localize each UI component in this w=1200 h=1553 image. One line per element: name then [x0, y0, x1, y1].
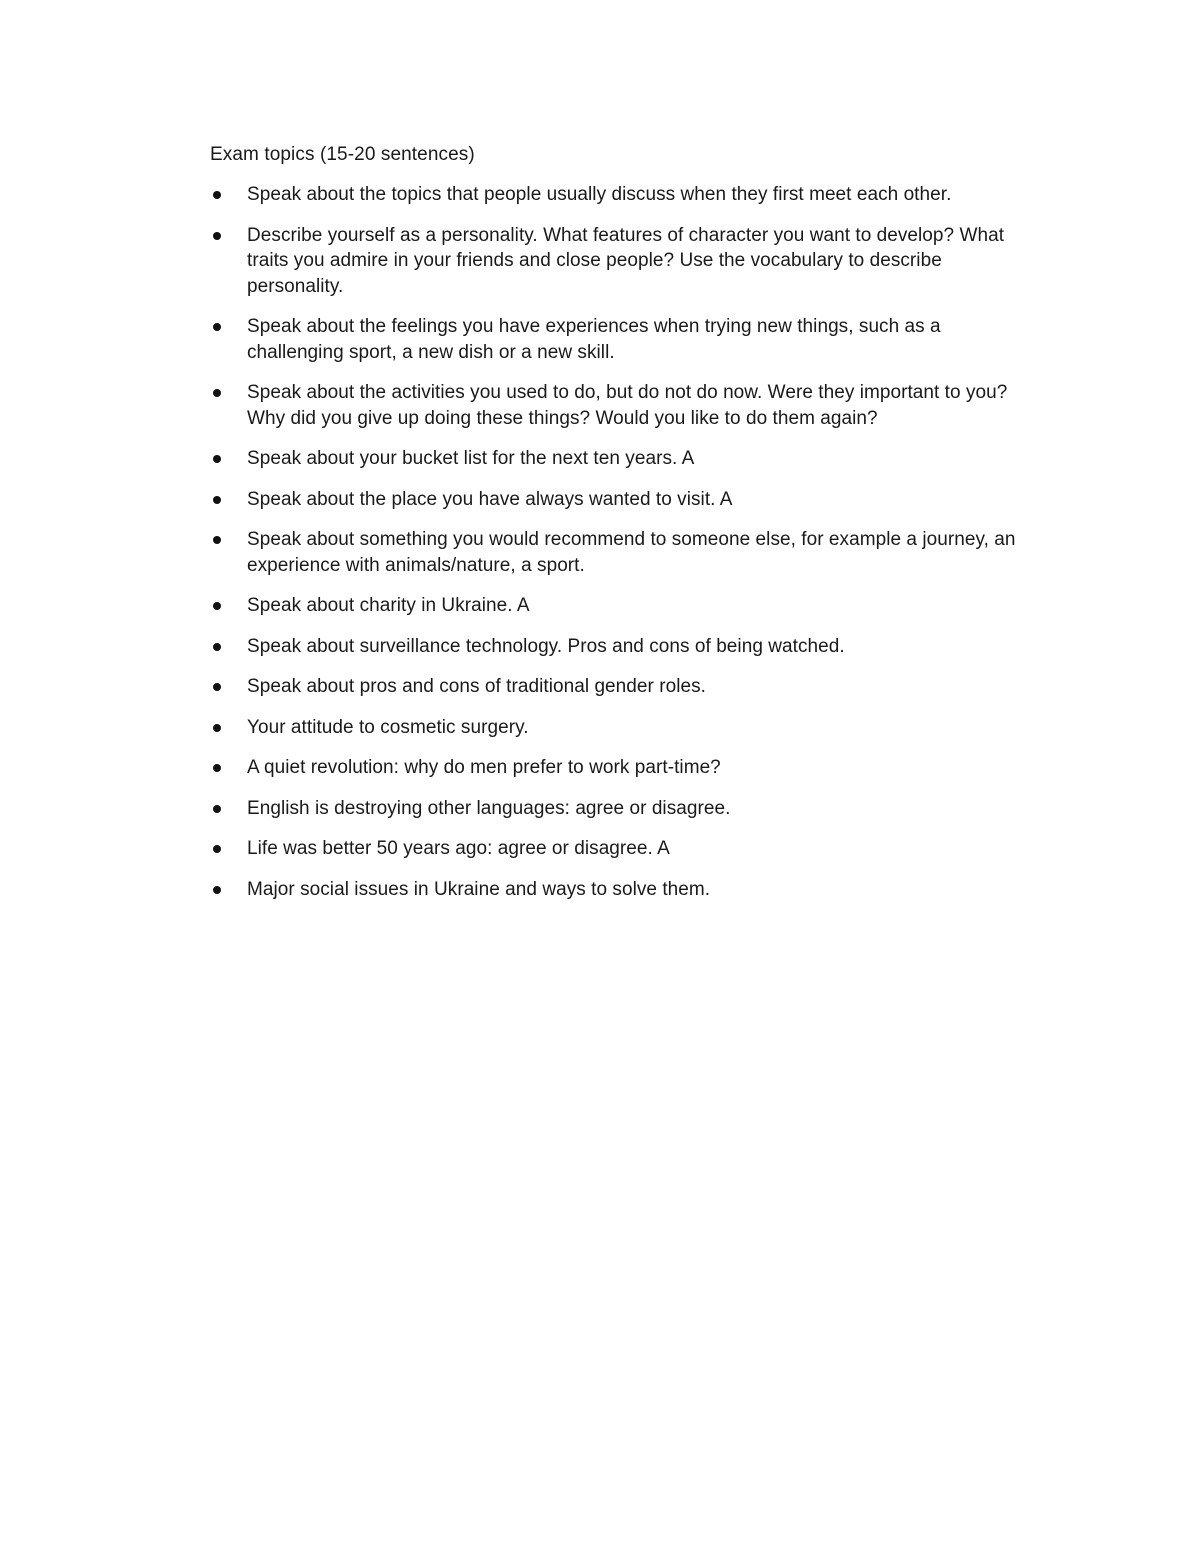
- topic-text: Speak about the topics that people usually discuss when they first meet each other.: [247, 184, 952, 205]
- document-title: Exam topics (15-20 sentences): [210, 144, 475, 165]
- bullet-icon: [213, 232, 221, 240]
- topic-text: Your attitude to cosmetic surgery.: [247, 716, 529, 738]
- list-item: [210, 487, 1040, 513]
- topic-text: Life was better 50 years ago: agree or disagree. A: [247, 838, 670, 859]
- bullet-icon: [213, 323, 221, 331]
- topic-text: Major social issues in Ukraine and ways to solve them.: [247, 878, 711, 900]
- bullet-icon: [213, 602, 221, 610]
- list-item: [210, 715, 1040, 741]
- topic-text: English is destroying other languages: agree or disagree.: [247, 797, 731, 819]
- list-item: [210, 796, 1040, 822]
- list-item: [210, 836, 1040, 862]
- list-item: [210, 674, 1040, 700]
- list-item: [210, 527, 1040, 578]
- list-item: [210, 877, 1040, 903]
- bullet-icon: [213, 389, 221, 397]
- list-item: [210, 314, 1040, 365]
- document-body: [210, 141, 1040, 917]
- topic-text: Speak about your bucket list for the next ten years. A: [247, 448, 695, 469]
- list-item: [210, 634, 1040, 660]
- bullet-icon: [213, 805, 221, 813]
- topic-text: A quiet revolution: why do men prefer to work part-time?: [247, 757, 721, 778]
- bullet-icon: [213, 845, 221, 853]
- bullet-icon: [213, 496, 221, 504]
- topic-text: Speak about the activities you used to do, but do not do now. Were they important to you? Why did you give up doing these things? Would you like to do them again?: [247, 382, 1008, 429]
- bullet-icon: [213, 886, 221, 894]
- list-item: [210, 182, 1040, 208]
- topic-text: Speak about surveillance technology. Pros and cons of being watched.: [247, 635, 845, 657]
- topic-text: Speak about pros and cons of traditional gender roles.: [247, 676, 706, 697]
- list-item: [210, 446, 1040, 472]
- topic-text: Describe yourself as a personality. What features of character you want to develop? What traits you admire in your friends and close people? Use the vocabulary to describe personality.: [247, 224, 1005, 297]
- list-item: [210, 593, 1040, 619]
- bullet-icon: [213, 724, 221, 732]
- topic-text: Speak about the feelings you have experiences when trying new things, such as a challenging sport, a new dish or a new skill.: [247, 316, 941, 363]
- list-item: [210, 380, 1040, 431]
- bullet-icon: [213, 536, 221, 544]
- topic-list: [210, 182, 1040, 902]
- topic-text: Speak about charity in Ukraine. A: [247, 595, 530, 616]
- list-item: [210, 755, 1040, 781]
- bullet-icon: [213, 455, 221, 463]
- topic-text: Speak about the place you have always wanted to visit. A: [247, 488, 733, 510]
- list-item: [210, 223, 1040, 300]
- bullet-icon: [213, 764, 221, 772]
- bullet-icon: [213, 191, 221, 199]
- bullet-icon: [213, 683, 221, 691]
- topic-text: Speak about something you would recommend to someone else, for example a journey, an experience with animals/nature, a sport.: [247, 529, 1016, 576]
- bullet-icon: [213, 643, 221, 651]
